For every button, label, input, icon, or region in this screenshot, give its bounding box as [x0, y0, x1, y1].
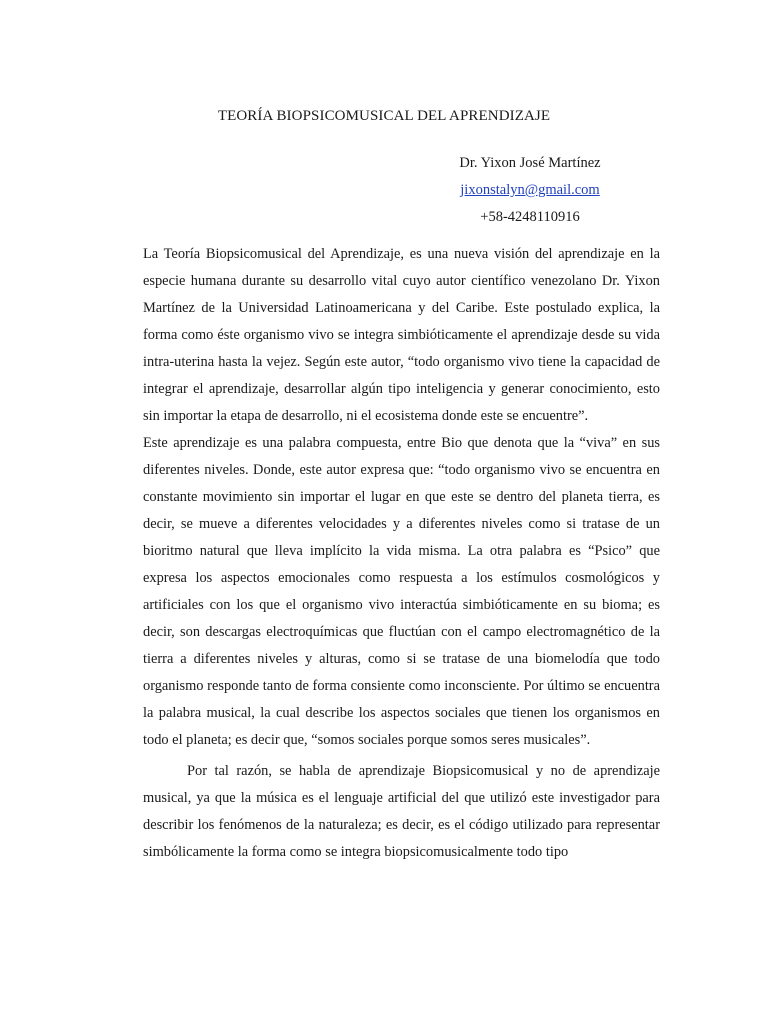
author-name: Dr. Yixon José Martínez	[459, 155, 601, 171]
author-email-link[interactable]: jixonstalyn@gmail.com	[460, 182, 600, 198]
document-body	[143, 241, 660, 866]
author-phone: +58-4248110916	[480, 209, 580, 225]
author-block	[420, 150, 640, 231]
paragraph-3: Por tal razón, se habla de aprendizaje Biopsicomusical y no de aprendizaje musical, ya que la música es el lenguaje artificial del que utilizó este investigador para describir los fenómenos de la naturaleza; es decir, es el código utilizado para representar simbólicamente la forma como se integra biopsicomusicalmente todo tipo	[143, 763, 660, 860]
document-title: TEORÍA BIOPSICOMUSICAL DEL APRENDIZAJE	[217, 108, 551, 124]
paragraph-2: Este aprendizaje es una palabra compuesta, entre Bio que denota que la “viva” en sus diferentes niveles. Donde, este autor expresa que: “todo organismo vivo se encuentra en constante movimiento sin importar el lugar en que este se dentro del planeta tierra, es decir, se mueve a diferentes velocidades y a diferentes niveles como si tratase de un bioritmo natural que lleva implícito la vida misma. La otra palabra es “Psico” que expresa los aspectos emocionales como respuesta a los estímulos cosmológicos y artificiales con los que el organismo vivo interactúa simbióticamente en su bioma; es decir, son descargas electroquímicas que fluctúan con el campo electromagnético de la tierra a diferentes niveles y alturas, como si se tratase de una biomelodía que todo organismo responde tanto de forma consiente como inconsciente. Por último se encuentra la palabra musical, la cual describe los aspectos sociales que tienen los organismos en todo el planeta; es decir que, “somos sociales porque somos seres musicales”.	[143, 435, 660, 748]
paragraph-1: La Teoría Biopsicomusical del Aprendizaje, es una nueva visión del aprendizaje en la especie humana durante su desarrollo vital cuyo autor científico venezolano Dr. Yixon Martínez de la Universidad Latinoamericana y del Caribe. Este postulado explica, la forma como éste organismo vivo se integra simbióticamente el aprendizaje desde su vida intra-uterina hasta la vejez. Según este autor, “todo organismo vivo tiene la capacidad de integrar el aprendizaje, desarrollar algún tipo inteligencia y generar conocimiento, esto sin importar la etapa de desarrollo, ni el ecosistema donde este se encuentre”.	[143, 246, 660, 424]
